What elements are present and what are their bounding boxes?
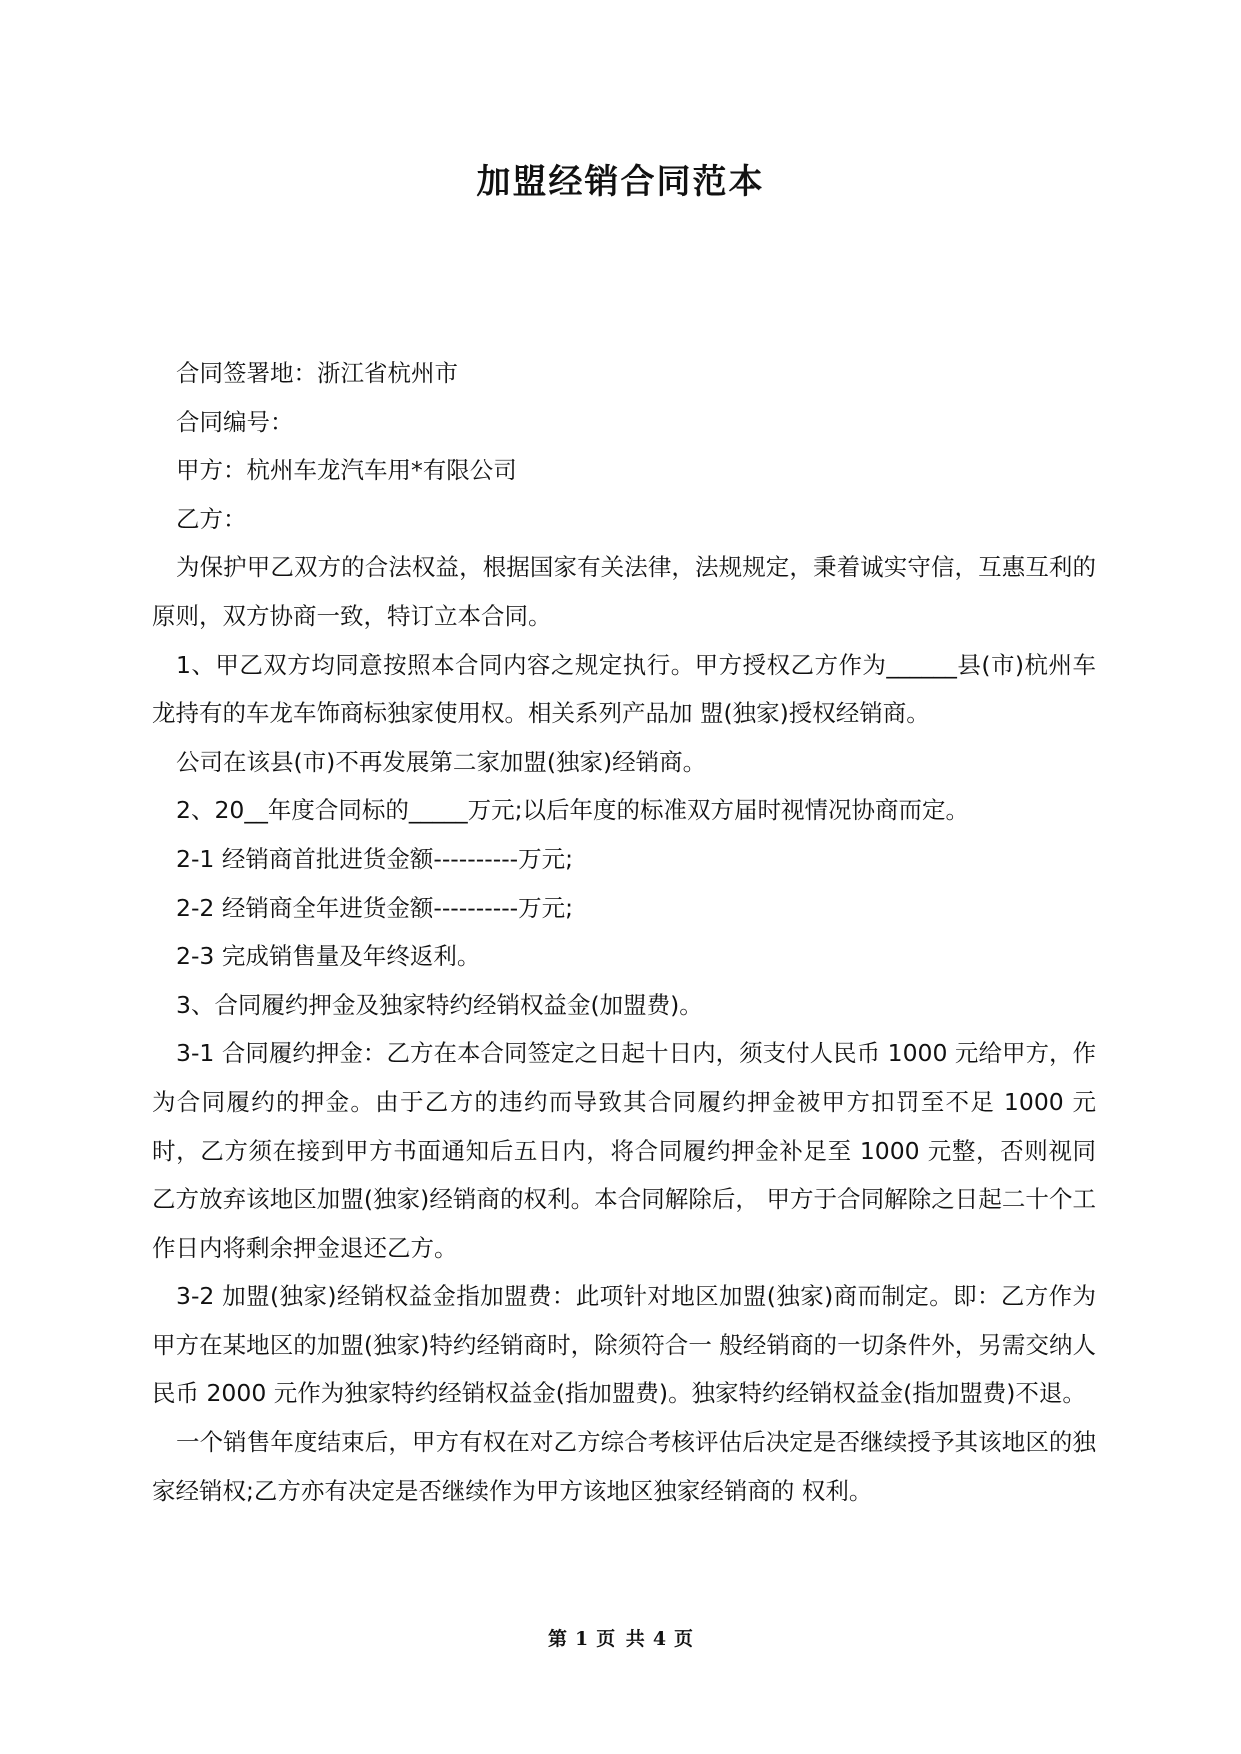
page-footer bbox=[0, 1625, 1241, 1653]
footer-middle: 页 共 bbox=[596, 1628, 645, 1650]
paragraph-signing-place: 合同签署地：浙江省杭州市 bbox=[176, 359, 458, 387]
paragraph-clause-3-2: 3-2 加盟(独家)经销权益金指加盟费：此项针对地区加盟(独家)商而制定。即：乙方作为甲方在某地区的加盟(独家)特约经销商时，除须符合一 般经销商的一切条件外，另需交纳人民币 2000 元作为独家特约经销权益金(指加盟费)。独家特约经销权益金(指加盟费)不退。 bbox=[152, 1282, 1096, 1408]
paragraph-party-b: 乙方： bbox=[176, 504, 247, 533]
paragraph-clause-2-2: 2-2 经销商全年进货金额----------万元; bbox=[176, 893, 574, 922]
paragraph-clause-1: 1、甲乙双方均同意按照本合同内容之规定执行。甲方授权乙方作为______县(市)杭州车龙持有的车龙车饰商标独家使用权。相关系列产品加 盟(独家)授权经销商。 bbox=[152, 650, 1096, 728]
paragraph-clause-2: 2、20__年度合同标的_____万元;以后年度的标准双方届时视情况协商而定。 bbox=[176, 796, 970, 825]
paragraph-clause-2-3: 2-3 完成销售量及年终返利。 bbox=[176, 942, 481, 971]
paragraph-clause-3: 3、合同履约押金及独家特约经销权益金(加盟费)。 bbox=[176, 990, 703, 1019]
paragraph-year-end: 一个销售年度结束后，甲方有权在对乙方综合考核评估后决定是否继续授予其该地区的独家经销权;乙方亦有决定是否继续作为甲方该地区独家经销商的 权利。 bbox=[152, 1428, 1096, 1505]
document-body bbox=[152, 349, 1096, 1515]
paragraph-clause-2-1: 2-1 经销商首批进货金额----------万元; bbox=[176, 844, 574, 873]
paragraph-party-a: 甲方：杭州车龙汽车用*有限公司 bbox=[176, 456, 517, 485]
footer-total-pages: 4 bbox=[652, 1628, 667, 1650]
footer-prefix: 第 bbox=[547, 1628, 567, 1650]
footer-page-number: 1 bbox=[574, 1628, 589, 1650]
paragraph-clause-1-note: 公司在该县(市)不再发展第二家加盟(独家)经销商。 bbox=[176, 747, 707, 776]
document-title: 加盟经销合同范本 bbox=[476, 162, 765, 202]
footer-suffix: 页 bbox=[674, 1628, 694, 1650]
paragraph-clause-3-1: 3-1 合同履约押金：乙方在本合同签定之日起十日内，须支付人民币 1000 元给甲方，作为合同履约的押金。由于乙方的违约而导致其合同履约押金被甲方扣罚至不足 1000 元时，乙方须在接到甲方书面通知后五日内，将合同履约押金补足至 1000 元整，否则视同乙方放弃该地区加盟(独家)经销商的权利。本合同解除后， 甲方于合同解除之日起二十个工作日内将剩余押金退还乙方。 bbox=[152, 1039, 1096, 1262]
paragraph-contract-number: 合同编号： bbox=[176, 407, 294, 436]
paragraph-preamble: 为保护甲乙双方的合法权益，根据国家有关法律，法规规定，秉着诚实守信，互惠互利的原则，双方协商一致，特订立本合同。 bbox=[152, 553, 1096, 630]
